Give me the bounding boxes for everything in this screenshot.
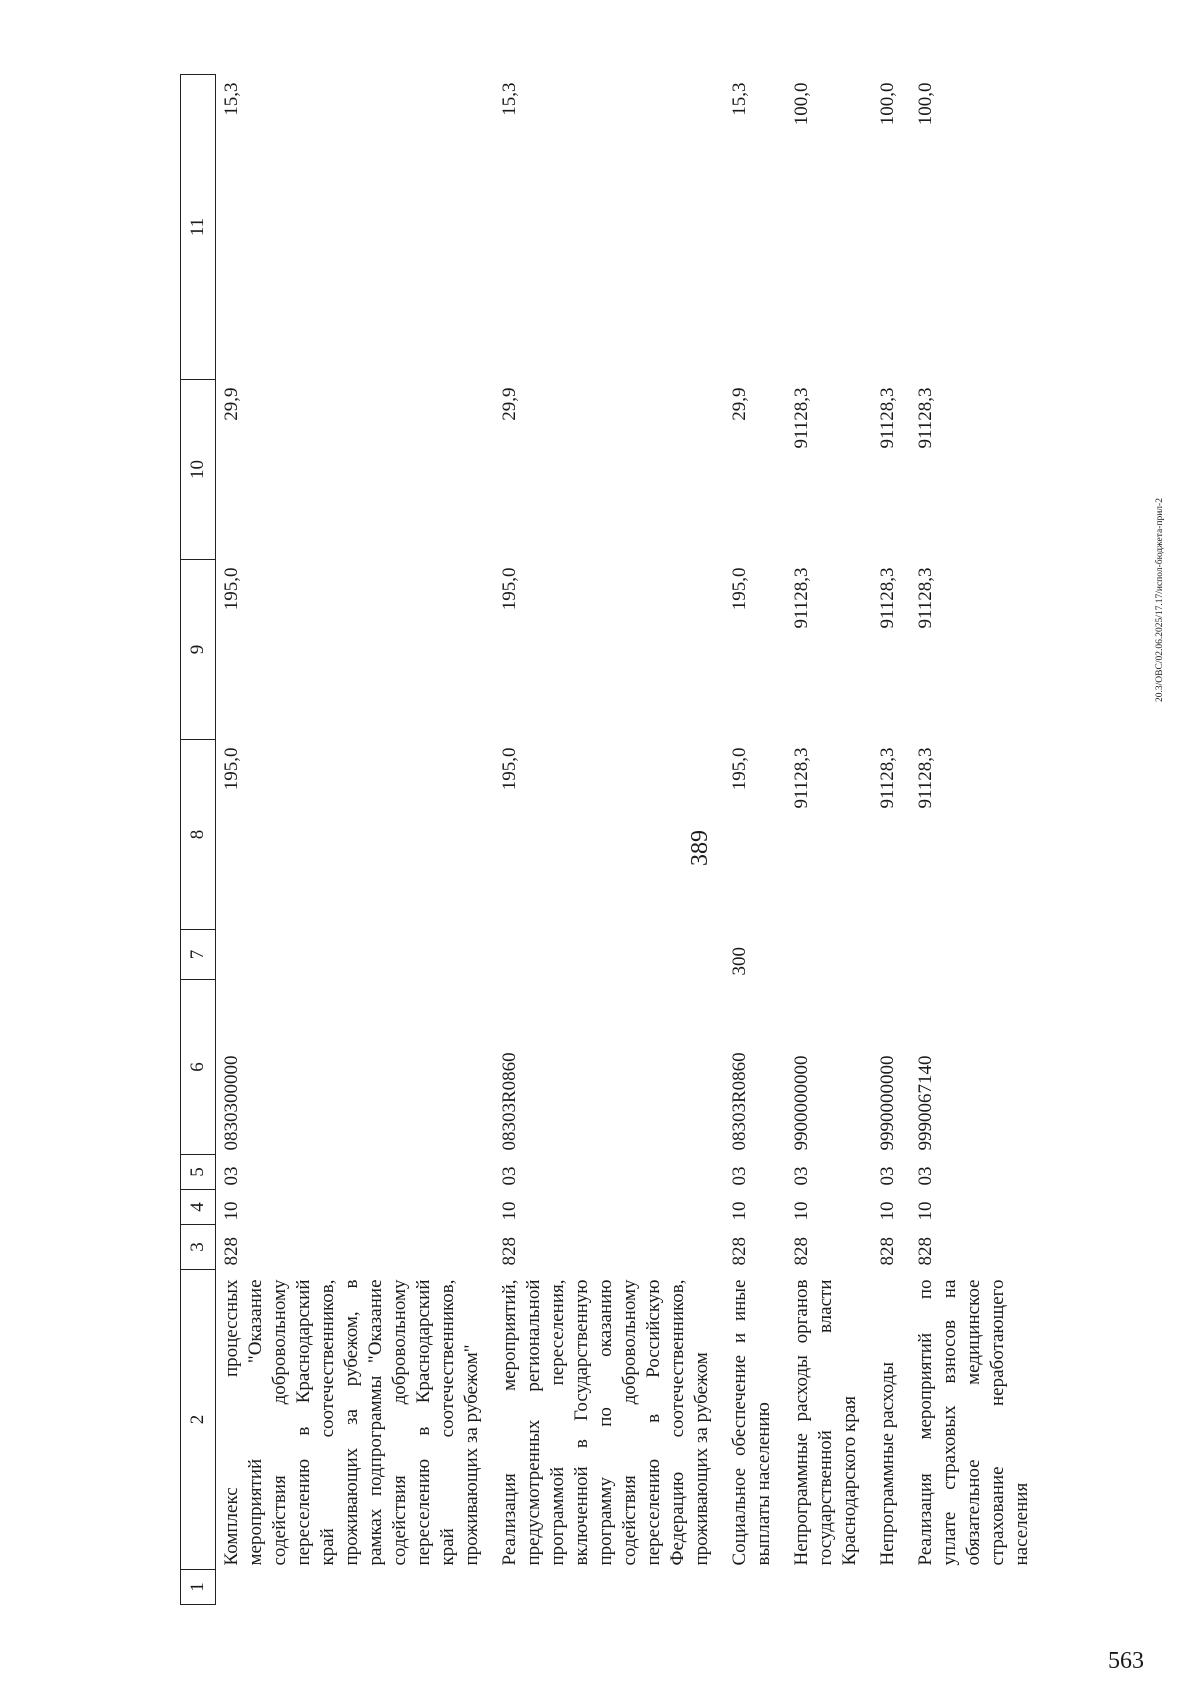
row-value-11: 15,3 [221,82,242,116]
row-code-4: 10 [499,1201,520,1221]
column-header: 2 [181,1270,216,1570]
column-header: 4 [181,1190,216,1225]
column-header: 11 [181,75,216,380]
row-value-9: 195,0 [499,567,520,611]
row-value-9: 195,0 [221,567,242,611]
row-value-11: 100,0 [915,82,936,126]
row-value-11: 15,3 [729,82,750,116]
table-header-row [181,75,216,1605]
row-code-3: 828 [729,1237,750,1266]
row-value-11: 100,0 [877,82,898,126]
bottom-page-number: 563 [1108,1648,1144,1674]
column-header: 9 [181,560,216,740]
row-code-5: 03 [221,1166,242,1186]
column-header: 7 [181,930,216,980]
row-value-8: 91128,3 [915,747,936,809]
row-name: Реализация мероприятий, предусмотренных региональной программой переселения, включенной в Государственную программу по оказанию содействия добровольному переселению в Российскую Федерацию соотечественников, проживающих за рубежом [499,1279,712,1566]
row-code-3: 828 [499,1237,520,1266]
row-value-8: 195,0 [499,747,520,791]
row-code-3: 828 [221,1237,242,1266]
row-name: Социальное обеспечение и иные выплаты населению [729,1279,774,1566]
row-value-10: 29,9 [499,387,520,421]
budget-table [180,74,1044,1605]
column-header: 3 [181,1225,216,1270]
row-code-4: 10 [877,1201,898,1221]
row-code-7 [494,930,724,980]
row-code-7 [216,930,495,980]
row-code-7: 300 [729,947,750,976]
row-value-11: 15,3 [499,82,520,116]
row-code-3: 828 [791,1237,812,1266]
row-code-4: 10 [791,1201,812,1221]
row-value-8: 91128,3 [877,747,898,809]
row-value-10: 91128,3 [791,387,812,449]
row-name: Комплекс процессных мероприятий "Оказание содействия добровольному переселению в Краснодарский край соотечественников, проживающих за рубежом, в рамках подпрограммы "Оказание содействия добровольному переселению в Краснодарский край соотечественников, проживающих за рубежом" [221,1279,482,1566]
row-name: Реализация мероприятий по уплате страховых взносов на обязательное медицинское страхование неработающего населения [915,1279,1032,1566]
row-code-6: 08303R0860 [499,1052,520,1151]
row-code-6: 08303R0860 [729,1052,750,1151]
row-value-10: 91128,3 [877,387,898,449]
row-value-10: 29,9 [729,387,750,421]
row-code-6: 9990000000 [877,1055,898,1151]
row-code-5: 03 [499,1166,520,1186]
column-header: 10 [181,380,216,560]
row-value-10: 29,9 [221,387,242,421]
row-code-6: 9900000000 [791,1055,812,1151]
row-code-5: 03 [729,1166,750,1186]
document-code: 20.3/ОВС/02.06.2025/17.17/испол-бюджета-прил-2 [1155,498,1165,702]
row-value-11: 100,0 [791,82,812,126]
column-header: 8 [181,740,216,930]
row-code-4: 10 [221,1201,242,1221]
table-row [724,75,786,1605]
row-value-9: 195,0 [729,567,750,611]
row-code-6: 0830300000 [221,1055,242,1151]
row-name: Непрограммные расходы [877,1362,898,1566]
column-header: 1 [181,1570,216,1605]
table-row [494,75,724,1605]
row-code-3: 828 [877,1237,898,1266]
row-code-7 [872,930,910,980]
row-code-4: 10 [729,1201,750,1221]
row-code-5: 03 [791,1166,812,1186]
row-code-3: 828 [915,1237,936,1266]
row-value-8: 195,0 [221,747,242,791]
column-header: 6 [181,980,216,1155]
row-value-10: 91128,3 [915,387,936,449]
table-row [872,75,910,1605]
row-code-5: 03 [915,1166,936,1186]
row-value-9: 91128,3 [915,567,936,629]
row-code-5: 03 [877,1166,898,1186]
table-row [216,75,495,1605]
budget-table-rotated [180,75,1032,1605]
row-value-8: 91128,3 [791,747,812,809]
table-row [910,75,1044,1605]
row-value-9: 91128,3 [791,567,812,629]
row-value-8: 195,0 [729,747,750,791]
table-row [786,75,872,1605]
row-code-4: 10 [915,1201,936,1221]
row-code-6: 9990067140 [915,1055,936,1151]
page-number: 389 [687,830,713,866]
row-name: Непрограммные расходы органов государственной власти Краснодарского края [791,1279,860,1566]
row-value-9: 91128,3 [877,567,898,629]
row-code-7 [910,930,1044,980]
row-code-7 [786,930,872,980]
column-header: 5 [181,1155,216,1190]
